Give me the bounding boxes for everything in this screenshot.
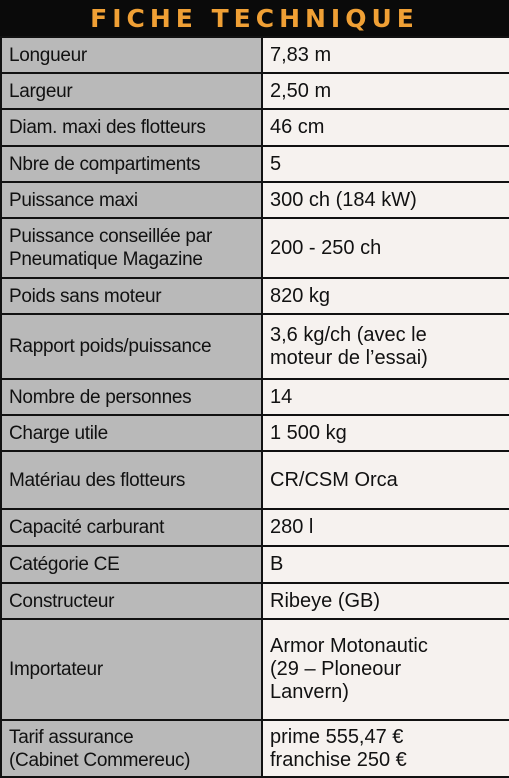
row-label: Nombre de personnes xyxy=(1,379,262,415)
row-value: 3,6 kg/ch (avec le moteur de l’essai) xyxy=(262,314,509,379)
row-value: 200 - 250 ch xyxy=(262,218,509,278)
table-row xyxy=(1,146,509,182)
table-row xyxy=(1,182,509,218)
table-row xyxy=(1,314,509,379)
table-row xyxy=(1,37,509,73)
spec-table xyxy=(0,36,509,778)
table-row xyxy=(1,415,509,451)
row-value: 7,83 m xyxy=(262,37,509,73)
row-value: B xyxy=(262,546,509,583)
table-row xyxy=(1,546,509,583)
table-row xyxy=(1,583,509,619)
table-row xyxy=(1,379,509,415)
row-label: Largeur xyxy=(1,73,262,109)
row-value: 14 xyxy=(262,379,509,415)
row-value: Ribeye (GB) xyxy=(262,583,509,619)
row-label: Tarif assurance (Cabinet Commereuc) xyxy=(1,720,262,777)
row-value: Armor Motonautic (29 – Ploneour Lanvern) xyxy=(262,619,509,720)
row-label: Diam. maxi des flotteurs xyxy=(1,109,262,146)
row-label: Puissance conseillée par Pneumatique Magazine xyxy=(1,218,262,278)
row-label: Longueur xyxy=(1,37,262,73)
title-bar xyxy=(0,0,509,36)
table-row xyxy=(1,218,509,278)
row-label: Charge utile xyxy=(1,415,262,451)
table-row xyxy=(1,451,509,509)
row-label: Importateur xyxy=(1,619,262,720)
row-label: Puissance maxi xyxy=(1,182,262,218)
table-row xyxy=(1,73,509,109)
table-row xyxy=(1,109,509,146)
row-label: Capacité carburant xyxy=(1,509,262,546)
row-label: Matériau des flotteurs xyxy=(1,451,262,509)
row-label: Catégorie CE xyxy=(1,546,262,583)
table-row xyxy=(1,278,509,314)
row-value: 1 500 kg xyxy=(262,415,509,451)
table-row xyxy=(1,619,509,720)
row-value: prime 555,47 € franchise 250 € xyxy=(262,720,509,777)
row-value: CR/CSM Orca xyxy=(262,451,509,509)
row-value: 280 l xyxy=(262,509,509,546)
row-value: 5 xyxy=(262,146,509,182)
table-row xyxy=(1,720,509,777)
row-label: Poids sans moteur xyxy=(1,278,262,314)
row-value: 2,50 m xyxy=(262,73,509,109)
row-label: Nbre de compartiments xyxy=(1,146,262,182)
row-value: 46 cm xyxy=(262,109,509,146)
row-label: Rapport poids/puissance xyxy=(1,314,262,379)
sheet-title: FICHE TECHNIQUE xyxy=(90,3,419,33)
row-value: 300 ch (184 kW) xyxy=(262,182,509,218)
row-label: Constructeur xyxy=(1,583,262,619)
row-value: 820 kg xyxy=(262,278,509,314)
table-row xyxy=(1,509,509,546)
